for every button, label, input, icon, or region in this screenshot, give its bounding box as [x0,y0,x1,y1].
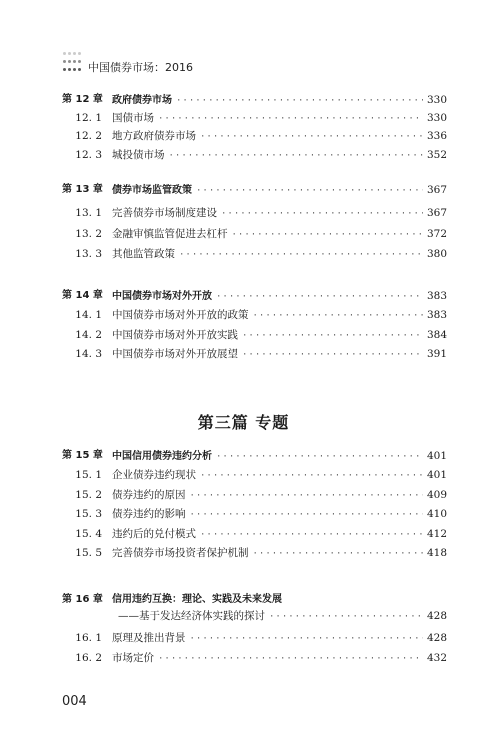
toc-entry [112,448,447,465]
toc-number: 13. 3 [75,248,102,260]
toc-section-row [62,327,447,343]
dot-leader [190,507,423,523]
toc-title: 地方政府债券市场 [112,130,196,142]
dot-leader [179,247,423,263]
toc-title: 中国债券市场对外开放展望 [112,348,238,360]
toc-section-row [62,147,447,163]
toc-title: 其他监管政策 [112,248,175,260]
toc-section-row [62,467,447,483]
toc-section-row [62,526,447,542]
toc-section-row [62,487,447,503]
toc-page-number: 383 [426,290,447,302]
grid-dot [63,60,66,63]
dot-leader [200,527,423,543]
toc-title: 信用违约互换：理论、实践及未来发展 [112,594,282,605]
toc-title: 中国信用债券违约分析 [112,451,212,462]
toc-title: 中国债券市场对外开放 [112,291,212,302]
toc-number: 13. 1 [75,207,102,219]
toc-chapter-row [62,182,447,198]
toc-section-row [62,506,447,522]
toc-title: 市场定价 [112,652,154,664]
toc-chapter-row [62,592,447,608]
toc-entry [112,226,447,243]
toc-page-number: 401 [426,450,447,462]
toc-number: 12. 3 [75,149,102,161]
toc-section-row [62,545,447,561]
toc-number: 12. 1 [75,112,102,124]
toc-subtitle-row [62,608,447,624]
dot-leader [216,289,423,305]
dot-leader [253,308,423,324]
toc-section-row [62,630,447,646]
toc-title: 债券违约的影响 [112,508,186,520]
toc-number: 12. 2 [75,130,102,142]
dot-leader [158,651,423,667]
toc-number: 15. 2 [75,489,102,501]
toc-page-number: 384 [426,329,447,341]
toc-entry [112,92,447,109]
book-title: 中国债券市场：2016 [88,61,193,74]
dot-leader [176,93,423,109]
toc-number: 15. 3 [75,508,102,520]
toc-page-number: 336 [426,130,447,142]
toc-entry [112,307,447,324]
toc-section-row [62,246,447,262]
toc-entry [112,288,447,305]
page-number: 004 [62,694,87,709]
toc-page-number: 412 [426,528,447,540]
toc-entry [112,110,447,127]
toc-title: 政府债券市场 [112,95,172,106]
toc-page-number: 367 [426,207,447,219]
dot-leader [221,206,423,222]
toc-page-number: 401 [426,469,447,481]
dot-leader [190,488,423,504]
toc-title: 中国债券市场对外开放实践 [112,329,238,341]
toc-section-row [62,346,447,362]
toc-entry [112,205,447,222]
grid-dot [63,52,66,55]
toc-entry [112,487,447,504]
toc-entry [112,182,447,199]
toc-page-number: 391 [426,348,447,360]
dot-leader [216,449,423,465]
toc-title: 金融审慎监管促进去杠杆 [112,228,228,240]
toc-section-row [62,226,447,242]
toc-number: 13. 2 [75,228,102,240]
toc-page-number: 380 [426,248,447,260]
toc-entry [112,147,447,164]
toc-page-number: 409 [426,489,447,501]
toc-number: 14. 1 [75,309,102,321]
toc-title: 国债市场 [112,112,154,124]
toc-page-number: 372 [426,228,447,240]
toc-number: 第 14 章 [62,290,103,301]
toc-title: 中国债券市场对外开放的政策 [112,309,249,321]
dot-leader [200,468,423,484]
toc-entry [112,467,447,484]
toc-entry [112,526,447,543]
toc-entry [112,650,447,667]
dot-leader [269,609,423,625]
dot-leader [190,631,423,647]
toc-title: ——基于发达经济体实践的探讨 [118,610,265,622]
toc-title: 城投债市场 [112,149,165,161]
toc-page-number: 330 [426,94,447,106]
part-title: 第三篇 专题 [197,413,290,432]
grid-dot [68,68,71,71]
toc-title: 债券违约的原因 [112,489,186,501]
toc-title: 企业债券违约现状 [112,469,196,481]
grid-dot [73,68,76,71]
toc-title: 完善债券市场制度建设 [112,207,217,219]
toc-number: 第 15 章 [62,450,103,461]
toc-section-row [62,128,447,144]
grid-dot [68,52,71,55]
toc-number: 14. 3 [75,348,102,360]
toc-number: 15. 5 [75,547,102,559]
toc-number: 16. 2 [75,652,102,664]
toc-number: 15. 4 [75,528,102,540]
dot-leader [232,227,423,243]
toc-entry [112,630,447,647]
dot-leader [158,111,423,127]
toc-chapter-row [62,448,447,464]
toc-title: 完善债券市场投资者保护机制 [112,547,249,559]
toc-page-number: 418 [426,547,447,559]
toc-section-row [62,110,447,126]
dot-leader [169,148,423,164]
toc-entry [112,246,447,263]
toc-page-number: 428 [426,632,447,644]
grid-dot [68,60,71,63]
grid-dot [63,68,66,71]
toc-number: 14. 2 [75,329,102,341]
toc-title: 债券市场监管政策 [112,185,192,196]
toc-number: 15. 1 [75,469,102,481]
toc-page-number: 432 [426,652,447,664]
dot-leader [242,328,423,344]
grid-dot [78,60,81,63]
toc-title: 原理及推出背景 [112,632,186,644]
toc-section-row [62,650,447,666]
grid-dot [78,68,81,71]
toc-number: 第 13 章 [62,184,103,195]
toc-page-number: 352 [426,149,447,161]
toc-number: 第 16 章 [62,594,103,605]
toc-title: 违约后的兑付模式 [112,528,196,540]
dot-grid-icon [62,46,84,76]
toc-section-row [62,307,447,323]
toc-entry [112,327,447,344]
toc-entry [112,128,447,145]
toc-entry [112,592,447,608]
dot-leader [253,546,423,562]
grid-dot [73,52,76,55]
toc-entry [112,346,447,363]
toc-page-number: 428 [426,610,447,622]
toc-page-number: 367 [426,184,447,196]
toc-page-number: 383 [426,309,447,321]
dot-leader [242,347,423,363]
toc-chapter-row [62,288,447,304]
grid-dot [73,60,76,63]
grid-dot [78,52,81,55]
toc-entry [112,506,447,523]
dot-leader [196,183,423,199]
toc-number: 第 12 章 [62,94,103,105]
toc-entry [118,608,447,625]
toc-section-row [62,205,447,221]
dot-leader [200,129,423,145]
toc-entry [112,545,447,562]
toc-chapter-row [62,92,447,108]
toc-number: 16. 1 [75,632,102,644]
toc-page-number: 330 [426,112,447,124]
toc-page-number: 410 [426,508,447,520]
